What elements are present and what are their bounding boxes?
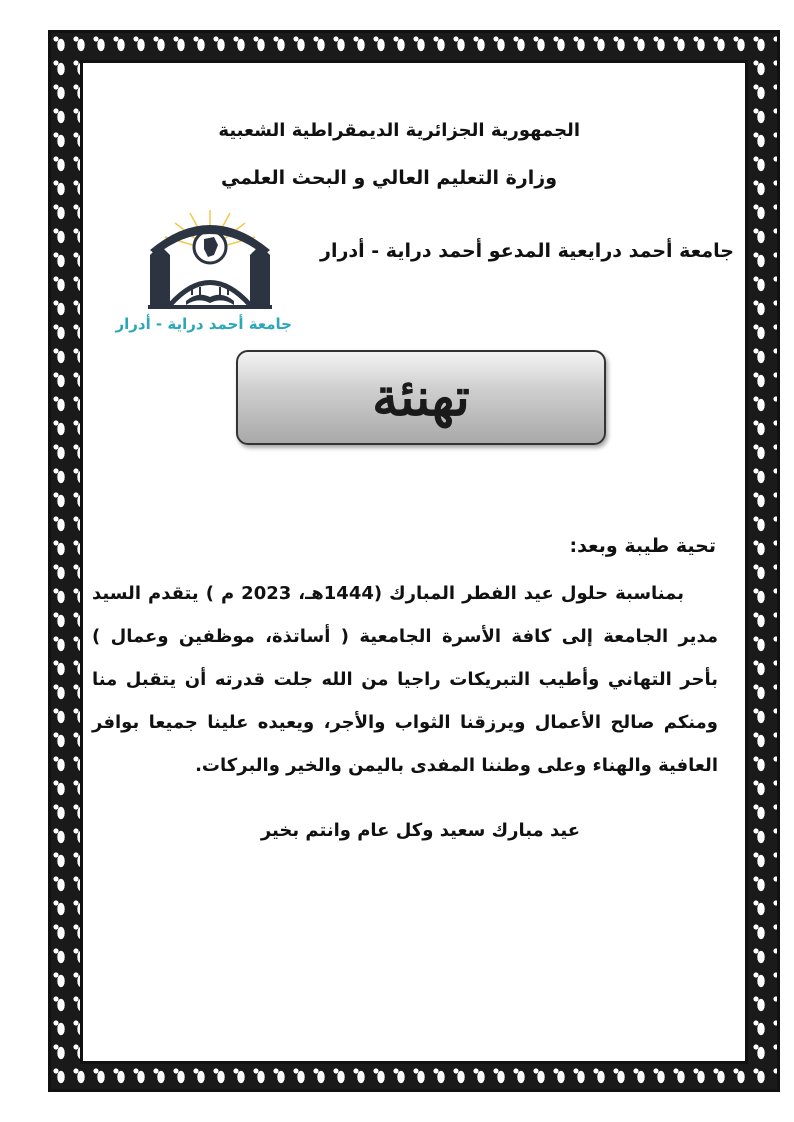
title-box <box>236 350 606 445</box>
header-republic: الجمهورية الجزائرية الديمقراطية الشعبية <box>218 120 580 141</box>
closing-line: عيد مبارك سعيد وكل عام وانتم بخير <box>260 820 580 841</box>
header-university: جامعة أحمد درايعية المدعو أحمد دراية - أدرار <box>320 240 734 262</box>
header-ministry: وزارة التعليم العالي و البحث العلمي <box>221 167 557 189</box>
body-paragraph-container <box>92 572 718 787</box>
title: تهنئة <box>372 367 470 428</box>
greeting: تحية طيبة وبعد: <box>569 535 716 557</box>
logo-caption: جامعة أحمد دراية - أدرار <box>115 315 292 333</box>
body-paragraph: بمناسبة حلول عيد الفطر المبارك (1444هـ، 2023 م ) يتقدم السيد مدير الجامعة إلى كافة الأسرة الجامعية ( أساتذة، موظفين وعمال ) بأحر التهاني وأطيب التبريكات راجيا من الله جلت قدرته أن يتقبل منا ومنكم صالح الأعمال ويرزقنا الثواب والأجر، ويعيده علينا جميعا بوافر العافية والهناء وعلى وطننا المفدى باليمن والخير والبركات. <box>92 583 718 776</box>
